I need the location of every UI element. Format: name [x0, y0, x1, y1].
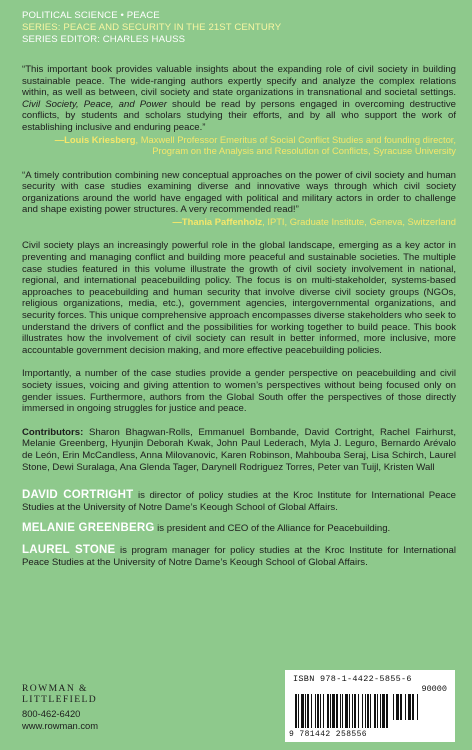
barcode-bar [367, 694, 369, 728]
publisher-logo-line: ROWMAN & [22, 683, 88, 694]
barcode-bar [332, 694, 335, 728]
contributors-label: Contributors: [22, 426, 84, 438]
back-cover [22, 10, 456, 578]
barcode-panel [285, 670, 455, 742]
barcode-bar [396, 694, 399, 720]
barcode-bar [408, 694, 411, 720]
author-bio-text: is program manager for policy studies at the Kroc Institute for International Peace Studies at the University of Notre Dame’s Keough School of Global Affairs. [22, 544, 456, 568]
barcode-icon [295, 694, 445, 728]
barcode-bar [382, 694, 385, 728]
author-name: DAVID CORTRIGHT [22, 489, 134, 502]
blurb-text: “A timely contribution combining new conceptual approaches on the power of civil society and human security with case studies examining diverse and innovative ways through which civil society organizations around the world have engaged with political and military actors in order to challenge and shape existing power structures. A very recommended read!” [22, 169, 456, 216]
isbn-text: ISBN 978-1-4422-5855-6 [293, 674, 412, 684]
author-bio [22, 523, 456, 535]
ean-digits: 9 781442 258556 [289, 730, 368, 739]
publisher-logo [22, 683, 98, 705]
series-header [22, 10, 456, 46]
barcode-bar [320, 694, 321, 728]
contributors-list [22, 427, 456, 473]
publisher-website[interactable]: www.rowman.com [22, 720, 99, 731]
attribution-name: —Louis Kriesberg [54, 133, 136, 145]
barcode-bar [370, 694, 371, 728]
price-code: 90000 [421, 684, 447, 694]
barcode-bar [295, 694, 297, 728]
blurb-attribution [22, 216, 456, 228]
author-bios [22, 490, 456, 568]
attribution-name: —Thania Paffenholz [172, 215, 263, 227]
barcode-bar [365, 694, 366, 728]
barcode-bar [327, 694, 329, 728]
series-editor-line: SERIES EDITOR: CHARLES HAUSS [22, 34, 186, 45]
attribution-affiliation: , IPTI, Graduate Institute, Geneva, Switzerland [262, 215, 456, 227]
barcode-bar [349, 694, 350, 728]
barcode-bar [305, 694, 306, 728]
contributors-names: Sharon Bhagwan-Rolls, Emmanuel Bombande, David Cortright, Rachel Fairhurst, Melanie Greenberg, Hyunjin Deborah Kwak, John Paul Lederach, Myla J. Leguro, Bernardo Arévalo de León, Erin McCandless, Anna Milovanovic, Karen Robinson, Mahbouba Seraj, Lisa Schirch, Laurel Stone, Dewi Suralaga, Ana Glenda Tager, Darynell Rodriguez Torres, Peter van Tuijl, Kristen Wall [22, 426, 456, 473]
barcode-bar [400, 694, 402, 720]
barcode-bar [345, 694, 348, 728]
barcode-bar [417, 694, 418, 720]
blurb-quote-2 [22, 170, 456, 228]
barcode-bar [352, 694, 353, 728]
barcode-bar [362, 694, 363, 728]
book-title: Civil Society, Peace, and Power [22, 98, 167, 110]
barcode-bar [405, 694, 406, 720]
author-bio [22, 490, 456, 513]
author-name: LAUREL STONE [22, 543, 116, 556]
author-bio-text: is president and CEO of the Alliance for Peacebuilding. [154, 523, 391, 535]
subject-line: POLITICAL SCIENCE • PEACE [22, 10, 160, 21]
blurb-attribution [22, 134, 456, 157]
barcode-bar [386, 694, 388, 728]
barcode-bar [315, 694, 316, 728]
barcode-bar [393, 694, 394, 720]
series-line: SERIES: PEACE AND SECURITY IN THE 21ST CENTURY [22, 22, 282, 33]
publisher-phone: 800-462-6420 [22, 708, 81, 719]
attribution-affiliation: , Maxwell Professor Emeritus of Social Conflict Studies and founding director, Program on the Analysis and Resolution of Conflicts, Syracuse University [135, 133, 456, 157]
barcode-bar [412, 694, 414, 720]
barcode-bar [374, 694, 376, 728]
barcode-bar [317, 694, 319, 728]
barcode-bar [380, 694, 381, 728]
barcode-bar [301, 694, 304, 728]
barcode-bar [340, 694, 341, 728]
description-paragraph-1: Civil society plays an increasingly powerful role in the global landscape, emerging as a key actor in preventing and managing conflict and building more peaceful and sustainable societies. The multiple case studies featured in this volume illustrate the growth of civil society involvement in national, regional, and international peacebuilding policy. The focus is on multi-stakeholder, systems-based approaches to peacebuilding and human security that involve diverse civil society groups (NGOs, religious organizations, media, etc.), government agencies, intergovernmental organizations, and security forces. This unique comprehensive approach encompasses diverse stakeholders who seek to understand the drivers of conflict and the possibilities for working together to build peace. This book illustrates how the involvement of civil society can result in better informed, more inclusive, more accountable government decision making, and more effective peacebuilding policies. [22, 240, 456, 356]
barcode-bar [307, 694, 309, 728]
description-paragraph-2: Importantly, a number of the case studies provide a gender perspective on peacebuilding and civil society issues, voicing and giving attention to women’s perspectives without being focused only on gender issues. Furthermore, authors from the Global South offer the perspectives of those directly immersed in ongoing struggles for justice and peace. [22, 368, 456, 415]
author-name: MELANIE GREENBERG [22, 522, 155, 535]
author-bio [22, 545, 456, 568]
barcode-bar [354, 694, 356, 728]
author-bio-text: is director of policy studies at the Kroc Institute for International Peace Studies at the University of Notre Dame’s Keough School of Global Affairs. [22, 490, 456, 513]
barcode-bar [336, 694, 338, 728]
barcode-bar [358, 694, 359, 728]
barcode-bar [342, 694, 343, 728]
barcode-bar [377, 694, 378, 728]
barcode-bar [298, 694, 299, 728]
barcode-bar [323, 694, 324, 728]
publisher-block [22, 683, 98, 732]
blurb-text: “This important book provides valuable insights about the expanding role of civil society in building sustainable peace. The wide-ranging authors expertly specify and analyze the complex relations within, as well as between, civil society and state organizations in transnational and societal settings. Civil Society, Peace, and Power should be read by persons engaged in overcoming destructive conflicts, by students and scholars studying their efforts, and by all who support the work of establishing inclusive and enduring peace.” [22, 64, 456, 133]
barcode-bar [330, 694, 331, 728]
publisher-logo-line: LITTLEFIELD [22, 694, 98, 705]
publisher-contact [22, 708, 98, 732]
blurb-quote-1 [22, 64, 456, 157]
barcode-bar [311, 694, 312, 728]
